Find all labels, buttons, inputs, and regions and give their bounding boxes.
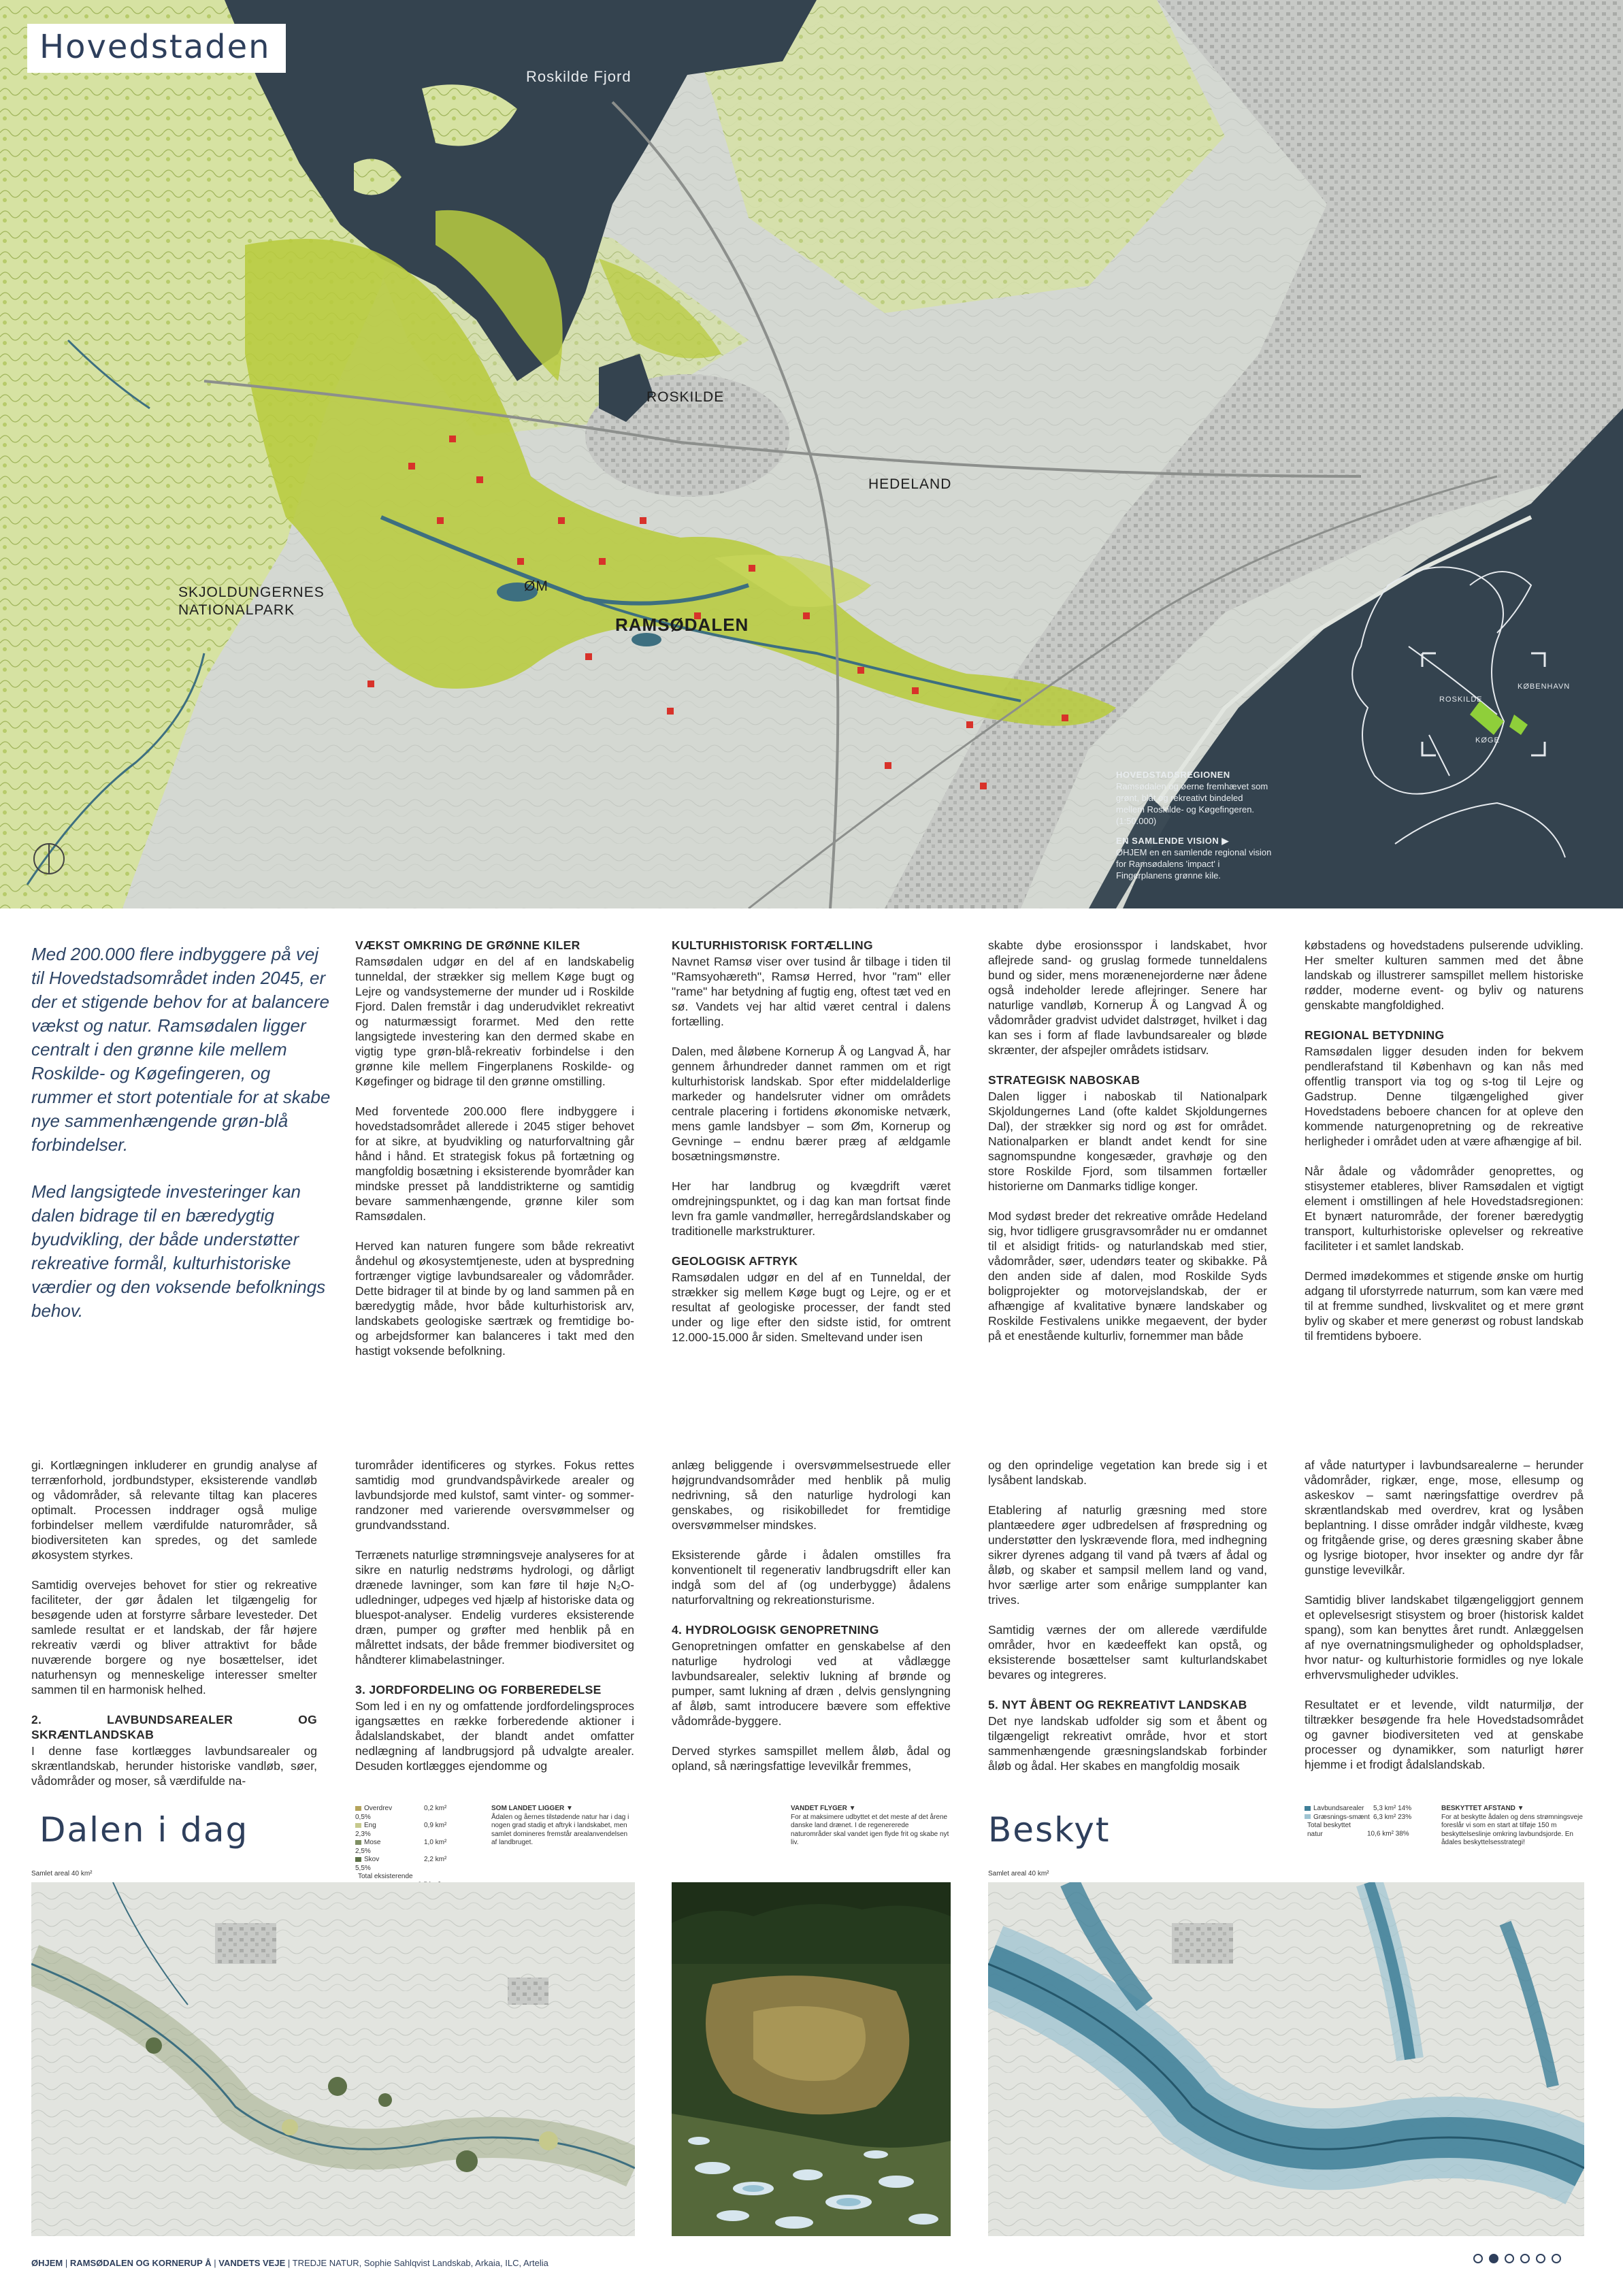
map-legend <box>1116 769 1273 889</box>
legend-value: 0,9 km² 2,3% <box>355 1822 447 1838</box>
legend-swatch <box>355 1857 361 1862</box>
lower1-paragraph-3: I denne fase kortlægges lavbundsarealer og skræntlandskab, herunder historiske vandløb, søer, vådområder og moser, så værdifulde na- <box>31 1744 317 1788</box>
legend-swatch <box>355 1840 361 1845</box>
page-dot[interactable] <box>1473 2254 1483 2263</box>
lower-column-4 <box>988 1458 1267 1788</box>
lower2-paragraph-3: Som led i en ny og omfattende jordfordelingsproces igangsættes en række forberedende aktioner i ådalslandskabet, der blandt andet omfatter nedlægning af landbrugsjord på udvalgte arealer. Desuden kortlægges ejendomme og <box>355 1699 634 1773</box>
legend-text-vision: ØHJEM en en samlende regional vision for Ramsødalens 'impact' i Fingerplanens grønne kile. <box>1116 847 1272 881</box>
heading-strategisk: STRATEGISK NABOSKAB <box>988 1073 1141 1087</box>
lower4-paragraph-4: Det nye landskab udfolder sig som et åbent og tilgængeligt rekreativt område, hvor et stort sammenhængende græsningslandskab forbinder åløb og ådal. Her skabes en mangfoldig mosaik <box>988 1714 1267 1773</box>
page-dot[interactable] <box>1552 2254 1561 2263</box>
col1-paragraph-3: Herved kan naturen fungere som både rekreativt åndehul og økosystemtjeneste, uden at byspredning fortrænger vigtige lavbundsarealer og vådområder. Dette bidrager til at binde by og land sammen på en bæredygtig måde, hvor både kulturhistorisk arv, landskabets geologiske særtræk og fremtidige bo- og arbejdsformer kan balanceres i takt med den hastigt voksende befolkning. <box>355 1239 634 1358</box>
lower-column-3 <box>672 1458 951 1788</box>
beskyt-note-text: For at beskytte ådalen og dens strømningsveje foreslår vi som en start at tilføje 150 m beskyttelseslinje omkring lavbundsjorde. En ådales beskyttelsesstrategi! <box>1441 1813 1583 1846</box>
text-column-4 <box>1305 938 1584 1358</box>
dalen-area-caption: Samlet areal 40 km² <box>31 1870 93 1877</box>
page-title-box <box>27 24 286 73</box>
label-ramsodalen: RAMSØDALEN <box>615 614 749 635</box>
inset-label-koge: KØGE <box>1475 736 1500 744</box>
footer-credits: TREDJE NATUR, Sophie Sahlqvist Landskab, Arkaia, ILC, Artelia <box>292 2258 548 2268</box>
lead-paragraph-1: Med 200.000 flere indbyggere på vej til Hovedstadsområdet inden 2045, er der et stigende behov for at balancere vækst og natur. Ramsødalen ligger centralt i den grønne kile mellem Roskilde- og Køgefingeren, og rummer et stort potentiale for at skabe nye sammenhængende grøn-blå forbindelser. <box>31 944 331 1155</box>
lower5-paragraph-1: af våde naturtyper i lavbundsarealerne – herunder vådområder, rigkær, enge, mose, ellesump og askeskov – samt næringsfattige overdrev på skræntlandskab med overdrev, krat og lysåben beplantning. I disse områder indgår vildheste, kvæg og fritgående grise, og deres græsning skaber åbne og lysrige biotoper, hvor insekter og andre dyr får gunstige levevilkår. <box>1305 1458 1584 1577</box>
section-title-dalen: Dalen i dag <box>39 1810 249 1850</box>
footer-site: RAMSØDALEN OG KORNERUP Å <box>69 2258 212 2268</box>
wetland-photo <box>672 1882 951 2236</box>
heading-vaekst: VÆKST OMKRING DE GRØNNE KILER <box>355 938 580 952</box>
lower-column-5 <box>1305 1458 1584 1787</box>
legend-label: Total eksisterende <box>358 1873 413 1880</box>
dalen-map <box>31 1882 635 2236</box>
lower-column-1 <box>31 1458 317 1803</box>
col2-paragraph-1: Navnet Ramsø viser over tusind år tilbage i tiden til "Ramsyohæreth", Ramsø Herred, hvor "ram" eller "rame" har betydning af fugtig eng, oftest tæt ved en sø. Vandets vej har altid været central i dalens fortælling. <box>672 955 951 1028</box>
lower4-paragraph-2: Etablering af naturlig græsning med store plantæedere øger udbredelsen af frøspredning og understøtter den lyskrævende flora, med indhegning sikrer dyrenes adgang til vand på tværs af ådal og åløb, og skaber et sampsil mellem land og vand, hvor særlige arter som enårige sumpplanter kan trives. <box>988 1503 1267 1607</box>
label-hedeland: HEDELAND <box>868 476 952 492</box>
lower3-paragraph-2: Eksisterende gårde i ådalen omstilles fra konventionelt til regenerativ landbrugsdrift eller kan indgå som del af (og underbygge) ådalens naturforvaltning og rekreationsturisme. <box>672 1548 951 1607</box>
page-dot[interactable] <box>1489 2254 1498 2263</box>
col4-paragraph-4: Dermed imødekommes et stigende ønske om hurtig adgang til uforstyrrede naturrum, som kan være med til at fremme sundhed, livskvalitet og et mere grønt byliv og skaber et mere generøst og robust landskab til fremtidens byboere. <box>1305 1269 1584 1343</box>
lower-column-2 <box>355 1458 634 1788</box>
heading-nyt-landskab: 5. NYT ÅBENT OG REKREATIVT LANDSKAB <box>988 1698 1247 1711</box>
lower4-paragraph-3: Samtidig værnes der om allerede værdifulde områder, hvor en kædeeffekt kan opstå, og eksisterende bosættelser samt kulturlandskabet bevares og integreres. <box>988 1623 1267 1682</box>
text-column-3 <box>988 938 1267 1358</box>
heading-kulturhistorisk: KULTURHISTORISK FORTÆLLING <box>672 938 873 952</box>
dalen-note-text: Ådalen og åernes tilstødende natur har i dag i nogen grad stadig et aftryk i landskabet, men samlet domineres fremstår arealanvendelsen af landbruget. <box>491 1813 629 1846</box>
photo-note-text: For at maksimere udbyttet et det meste af det årene danske land drænet. I de regenererede naturområder skal vandet igen flyde frit og skabe nyt liv. <box>791 1813 949 1846</box>
legend-heading-vision: EN SAMLENDE VISION ▶ <box>1116 836 1229 846</box>
col4-paragraph-2: Ramsødalen ligger desuden inden for bekvem pendlerafstand til København og kan nås med offentlig transport via tog og s-tog til Lejre og Gadstrup. Denne tilgængelighed giver Hovedstadens beboere chancen for at opleve den kommende naturgenopretning og de rekreative herligheder i området uden at være afhængige af bil. <box>1305 1045 1584 1148</box>
dalen-legend-row <box>355 1822 457 1839</box>
legend-value: 0,2 km² 0,5% <box>355 1805 447 1821</box>
photo-note-heading: VANDET FLYGER ▼ <box>791 1805 856 1812</box>
dalen-legend-row <box>355 1856 457 1873</box>
page-title: Hovedstaden <box>39 28 271 66</box>
beskyt-legend <box>1305 1805 1413 1839</box>
col1-paragraph-2: Med forventede 200.000 flere indbyggere i hovedstadsområdet allerede i 2045 stiger behovet for at sikre, at byudvikling og naturforvaltning går hånd i hånd. Et strategisk fokus på fortætning og mangfoldig bosætning i eksisterende byområder kan mindske presset på landdistrikterne og samtidig bevare sammenhængende, grønne kiler som Ramsødalen. <box>355 1104 634 1223</box>
lower5-paragraph-3: Resultatet er et levende, vildt naturmiljø, der tiltrækker besøgende fra hele Hovedstadsområdet og gavner biodiversiteten ved at genskabe processer og dynamikker, som naturligt hører hjemme i et frodigt ådalslandskab. <box>1305 1698 1584 1771</box>
legend-swatch <box>1305 1806 1311 1811</box>
heading-lavbund: 2. LAVBUNDSAREALER OG SKRÆNTLANDSKAB <box>31 1713 317 1741</box>
heading-jordfordeling: 3. JORDFORDELING OG FORBEREDELSE <box>355 1683 602 1696</box>
lower3-paragraph-1: anlæg beliggende i oversvømmelsestruede eller højgrundvandsområder med henblik på mulig nedrivning, så den naturlige hydrologi kan genskabes, og risikobilledet for fremtidige oversvømmelser mindskes. <box>672 1458 951 1532</box>
dalen-note-heading: SOM LANDET LIGGER ▼ <box>491 1805 573 1812</box>
legend-label: Total beskyttet natur <box>1307 1822 1351 1838</box>
col3-paragraph-1: skabte dybe erosionsspor i landskabet, hvor aflejrede sand- og gruslag formede tunneldalens bund og sider, mens morænenejorderne nær ådene også indeholder lerede aflejringer. Senere har naturlige vandløb, Kornerup Å og Langvad Å og vådområder gradvist udvidet dalstrøget, hvilket i dag kan ses i form af flade lavbundsarealer og bløde skrænter, der afspejler områdets istidsarv. <box>988 938 1267 1057</box>
legend-swatch <box>355 1823 361 1828</box>
regional-map <box>0 0 1623 908</box>
wetland-photo-graphic <box>672 1882 951 2236</box>
page-indicator <box>1473 2254 1596 2267</box>
legend-value: 1,0 km² 2,5% <box>355 1839 447 1855</box>
col2-paragraph-3: Her har landbrug og kvægdrift været omdrejningspunktet, og i dag kan man fortsat finde levn fra gamle vandmøller, herregårdslandskaber og traditionelle markstrukturer. <box>672 1179 951 1238</box>
legend-label: Overdrev <box>364 1805 393 1812</box>
col4-paragraph-1: købstadens og hovedstadens pulserende udvikling. Her smelter kulturen sammen med det åbne landskab og illustrerer samspillet mellem historiske rødder, moderne event- og byliv og naturens genskabte mangfoldighed. <box>1305 938 1584 1012</box>
legend-label: Græsnings-smænt <box>1313 1813 1370 1821</box>
lower2-paragraph-1: turområder identificeres og styrkes. Fokus rettes samtidig mod grundvandspåvirkede arealer og lavbundsjorde med kulstof, samt vinter- og sommer-randzoner med varierende oversvømmelser og grundvandsstand. <box>355 1458 634 1532</box>
beskyt-legend-row <box>1305 1805 1413 1814</box>
heading-regional: REGIONAL BETYDNING <box>1305 1028 1445 1042</box>
legend-label: Lavbundsarealer <box>1313 1805 1364 1812</box>
label-om: ØM <box>524 578 548 594</box>
col4-paragraph-3: Når ådale og vådområder genoprettes, og stisystemer etableres, bliver Ramsødalen et vigtigt element i omstillingen af hele Hovedstadsregionen: Et bynært naturområde, der forener bæredygtig transport, kulturhistoriske oplevelser og rekreative faciliteter i et samlet landskab. <box>1305 1164 1584 1253</box>
lead-paragraph-2: Med langsigtede investeringer kan dalen bidrage til en bæredygtig byudvikling, der både understøtter rekreative formål, kulturhistoriske værdier og den voksende befolknings behov. <box>31 1181 326 1321</box>
text-column-2 <box>672 938 951 1360</box>
beskyt-map-graphic <box>988 1882 1584 2236</box>
text-column-1 <box>355 938 634 1373</box>
dalen-legend-row <box>355 1839 457 1856</box>
legend-swatch <box>1305 1814 1311 1819</box>
heading-hydrologisk: 4. HYDROLOGISK GENOPRETNING <box>672 1623 879 1637</box>
lower1-paragraph-1: gi. Kortlægningen inkluderer en grundig analyse af terrænforhold, jordbundstyper, eksisterende vandløb og vådområder, så relevante tiltag kan placeres optimalt. Processen inddrager også mulige forbindelser mellem værdifulde naturområder, så biodiversiteten kan spredes, og det samlede økosystem styrkes. <box>31 1458 317 1562</box>
col3-paragraph-3: Mod sydøst breder det rekreative område Hedeland sig, hvor tidligere grusgravsområder nu er omdannet til et alsidigt fritids- og naturlandskab med stier, vådområder, søer, udendørs teater og skibakke. På den anden side af dalen, mod Roskilde Syds boligprojekter og motorvejslandskab, der er afhængige af kvalitative bynære landskaber og Roskilde Festivalens unikke megaevent, der byder på et enestående kulturliv, fornemmer man både <box>988 1209 1267 1343</box>
lower3-paragraph-4: Derved styrkes samspillet mellem åløb, ådal og opland, så næringsfattige levevilkår fremmes, <box>672 1744 951 1773</box>
lower4-paragraph-1: og den oprindelige vegetation kan brede sig i et lysåbent landskab. <box>988 1458 1267 1487</box>
footer-project: ØHJEM <box>31 2258 63 2268</box>
dalen-note <box>491 1805 634 1848</box>
photo-note <box>791 1805 951 1848</box>
legend-value: 10,6 km² 38% <box>1367 1830 1409 1838</box>
legend-value: 6,3 km² 23% <box>1373 1813 1412 1821</box>
lead-text <box>31 942 331 1346</box>
legend-label: Mose <box>364 1839 381 1846</box>
footer-theme: VANDETS VEJE <box>218 2258 286 2268</box>
label-nationalpark: SKJOLDUNGERNES NATIONALPARK <box>178 585 325 618</box>
legend-label: Skov <box>364 1856 380 1863</box>
page-dot[interactable] <box>1520 2254 1530 2263</box>
beskyt-map <box>988 1882 1584 2236</box>
heading-geologisk: GEOLOGISK AFTRYK <box>672 1254 798 1268</box>
col1-paragraph-1: Ramsødalen udgør en del af en landskabelig tunneldal, der strækker sig mellem Køge bugt og Lejre og vandsystemerne der munder ud i Roskilde Fjord. Dalen fremstår i dag underudviklet rekreativt og naturmæssigt forarmet. Med den rette langsigtede investering kan den dermed skabe en vigtig type grøn-blå-rekreativ forbindelse i den grønne kile mellem Fingerplanens Roskilde- og Køgefinger og bidrage til den grønne omstilling. <box>355 955 634 1088</box>
legend-value: 5,3 km² 14% <box>1373 1805 1412 1812</box>
map-graphic <box>0 0 1623 908</box>
beskyt-legend-row <box>1305 1814 1413 1822</box>
beskyt-note <box>1441 1805 1584 1848</box>
legend-swatch <box>355 1806 361 1811</box>
legend-label: Eng <box>364 1822 376 1829</box>
label-roskilde-fjord: Roskilde Fjord <box>526 68 632 85</box>
col2-paragraph-2: Dalen, med åløbene Kornerup Å og Langvad Å, har gennem århundreder dannet rammen om et rigt kulturhistorisk landskab. Spor efter middelalderlige markeder og handelsruter vidner om områdets centrale placering i fortidens økonomiske netværk, mens gamle landsbyer – som Øm, Kornerup og Gevninge – endnu bærer præg af ældgamle bosætningsmønstre. <box>672 1045 951 1163</box>
dalen-map-graphic <box>31 1882 635 2236</box>
legend-value: 2,2 km² 5,5% <box>355 1856 447 1872</box>
legend-text-region: Ramsødalen og øerne fremhævet som grønt, blåt og rekreativt bindeled mellem Roskilde- og Køgefingeren. (1:50.000) <box>1116 781 1268 826</box>
lower5-paragraph-2: Samtidig bliver landskabet tilgængeliggjort gennem et oplevelsesrigt stisystem og broer (historisk kaldet spang), som kan benyttes året rundt. Anlæggelsen af nye overnatningsmuligheder og opholdspladser, hvor natur- og kulturhistorie formidles og nye lokale erhvervsmuligheder udvikles. <box>1305 1593 1584 1682</box>
section-title-beskyt: Beskyt <box>988 1810 1111 1850</box>
label-roskilde: ROSKILDE <box>646 389 725 405</box>
dalen-legend-row <box>355 1805 457 1822</box>
inset-label-kobenhavn: KØBENHAVN <box>1518 683 1571 691</box>
page-dot[interactable] <box>1505 2254 1514 2263</box>
legend-heading-region: HOVEDSTADSREGIONEN <box>1116 770 1230 780</box>
inset-label-roskilde: ROSKILDE <box>1439 695 1483 704</box>
lower1-paragraph-2: Samtidig overvejes behovet for stier og rekreative faciliteter, der gør ådalen let tilgængelig for besøgende uden at forstyrre sårbare levesteder. Det samlede resultat er et landskab, der får højere rekreativ værdi og bliver attraktivt for både nuværende borgere og nye bosættelser, idet naturhensyn og menneskelige interesser smelter sammen til en harmonisk helhed. <box>31 1578 317 1696</box>
beskyt-note-heading: BESKYTTET AFSTAND ▼ <box>1441 1805 1524 1812</box>
lower3-paragraph-3: Genopretningen omfatter en genskabelse af den naturlige hydrologi ved at vådlægge lavbundsarealer, selektiv lukning af brønde og pumper, samt lukning af dræn , delvis genslyngning af åløb, samt introducere bævere som effektive vådområde-byggere. <box>672 1639 951 1728</box>
beskyt-legend-row <box>1305 1822 1413 1839</box>
beskyt-area-caption: Samlet areal 40 km² <box>988 1870 1049 1877</box>
col2-paragraph-4: Ramsødalen udgør en del af en Tunneldal, der strækker sig mellem Køge bugt og Lejre, og er et resultat af geologiske processer, der fandt sted under og lige efter den sidste istid, for omtrent 12.000-15.000 år siden. Smeltevand under isen <box>672 1270 951 1344</box>
page-dot[interactable] <box>1536 2254 1545 2263</box>
footer: ØHJEM | RAMSØDALEN OG KORNERUP Å | VANDETS VEJE | TREDJE NATUR, Sophie Sahlqvist Landskab, Arkaia, ILC, Artelia <box>31 2258 548 2268</box>
col3-paragraph-2: Dalen ligger i naboskab til Nationalpark Skjoldungernes Land (ofte kaldet Skjoldungernes Dal), der strækker sig nord og øst for området. Nationalparken er blandt andet kendt for sine sagnomspundne kongesæder, gravhøje og den store Roskilde Fjord, som tilsammen fortæller historierne om Danmarks tidlige konger. <box>988 1089 1267 1193</box>
lower2-paragraph-2: Terrænets naturlige strømningsveje analyseres for at sikre en naturlig nedstrøms hydrologi, og dårligt drænede lavninger, som kan føre til høje N₂O-udledninger, udpeges ved hjælp af historiske data og bluespot-analyser. Endelig vurderes eksisterende dræn, pumper og grøfter med henblik på en målrettet indsats, der både fremmer biodiversitet og håndterer klimabelastninger. <box>355 1548 634 1667</box>
